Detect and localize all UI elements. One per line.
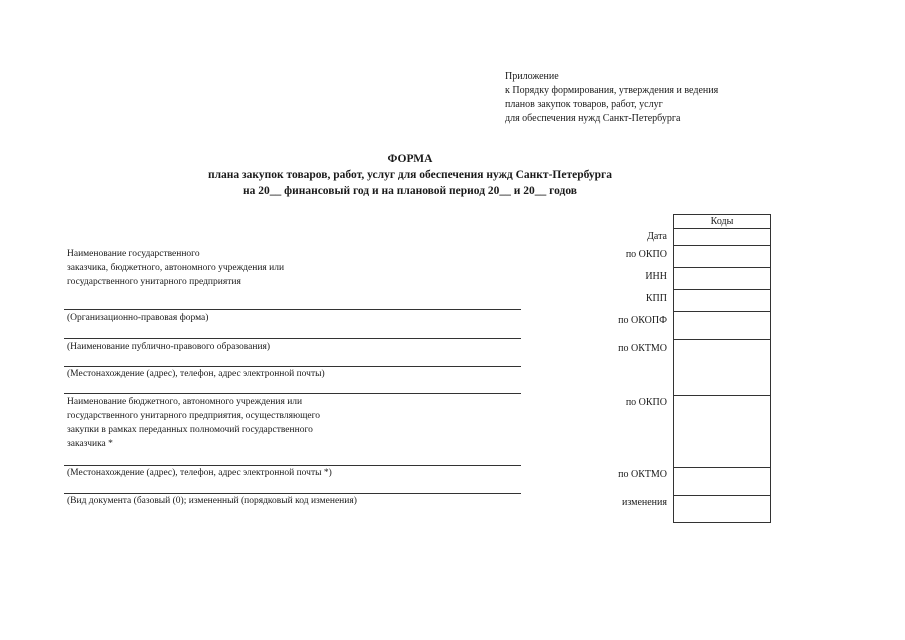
- code-label-date: Дата: [647, 231, 667, 242]
- appendix-line-4: для обеспечения нужд Санкт-Петербурга: [505, 113, 681, 124]
- appendix-line-3: планов закупок товаров, работ, услуг: [505, 99, 663, 110]
- codes-row-divider: [674, 289, 770, 290]
- form-subtitle-1: плана закупок товаров, работ, услуг для обеспечения нужд Санкт-Петербурга: [207, 169, 613, 181]
- location-label: (Местонахождение (адрес), телефон, адрес электронной почты): [67, 369, 325, 379]
- doc-type-label: (Вид документа (базовый (0); измененный (порядковый код изменения): [67, 496, 357, 506]
- codes-row-divider: [674, 495, 770, 496]
- codes-row-divider: [674, 395, 770, 396]
- codes-row-divider: [674, 339, 770, 340]
- codes-row-divider: [674, 311, 770, 312]
- codes-row-divider: [674, 228, 770, 229]
- code-label-kpp: КПП: [645, 293, 667, 304]
- delegated-org-line-4: заказчика *: [67, 439, 113, 449]
- codes-row-divider: [674, 467, 770, 468]
- appendix-line-1: Приложение: [505, 71, 559, 82]
- customer-name-line-3: государственного унитарного предприятия: [67, 277, 241, 287]
- delegated-org-line-2: государственного унитарного предприятия, осуществляющего: [67, 411, 321, 421]
- location2-underline: [64, 493, 521, 494]
- public-entity-label: (Наименование публично-правового образования): [67, 342, 271, 352]
- delegated-org-line-1: Наименование бюджетного, автономного учреждения или: [67, 397, 303, 407]
- codes-header: Коды: [710, 216, 734, 227]
- legal-form-underline: [64, 338, 521, 339]
- code-label-oktmo-2: по ОКТМО: [618, 469, 667, 480]
- legal-form-label: (Организационно-правовая форма): [67, 313, 209, 323]
- location-underline: [64, 393, 521, 394]
- code-label-okopf: по ОКОПФ: [618, 315, 667, 326]
- codes-row-divider: [674, 267, 770, 268]
- delegated-org-underline: [64, 465, 521, 466]
- code-label-okpo-2: по ОКПО: [625, 397, 667, 408]
- form-title: ФОРМА: [387, 153, 433, 165]
- customer-name-line-1: Наименование государственного: [67, 249, 200, 259]
- code-label-oktmo: по ОКТМО: [618, 343, 667, 354]
- delegated-org-line-3: закупки в рамках переданных полномочий государственного: [67, 425, 313, 435]
- customer-name-line-2: заказчика, бюджетного, автономного учреждения или: [67, 263, 285, 273]
- code-label-changes: изменения: [621, 497, 667, 508]
- appendix-line-2: к Порядку формирования, утверждения и ведения: [505, 85, 719, 96]
- code-label-okpo: по ОКПО: [625, 249, 667, 260]
- code-label-inn: ИНН: [645, 271, 667, 282]
- location2-label: (Местонахождение (адрес), телефон, адрес электронной почты *): [67, 468, 332, 478]
- form-subtitle-2: на 20__ финансовый год и на плановой период 20__ и 20__ годов: [242, 185, 578, 197]
- customer-name-underline: [64, 309, 521, 310]
- codes-row-divider: [674, 245, 770, 246]
- public-entity-underline: [64, 366, 521, 367]
- codes-table: [673, 214, 771, 523]
